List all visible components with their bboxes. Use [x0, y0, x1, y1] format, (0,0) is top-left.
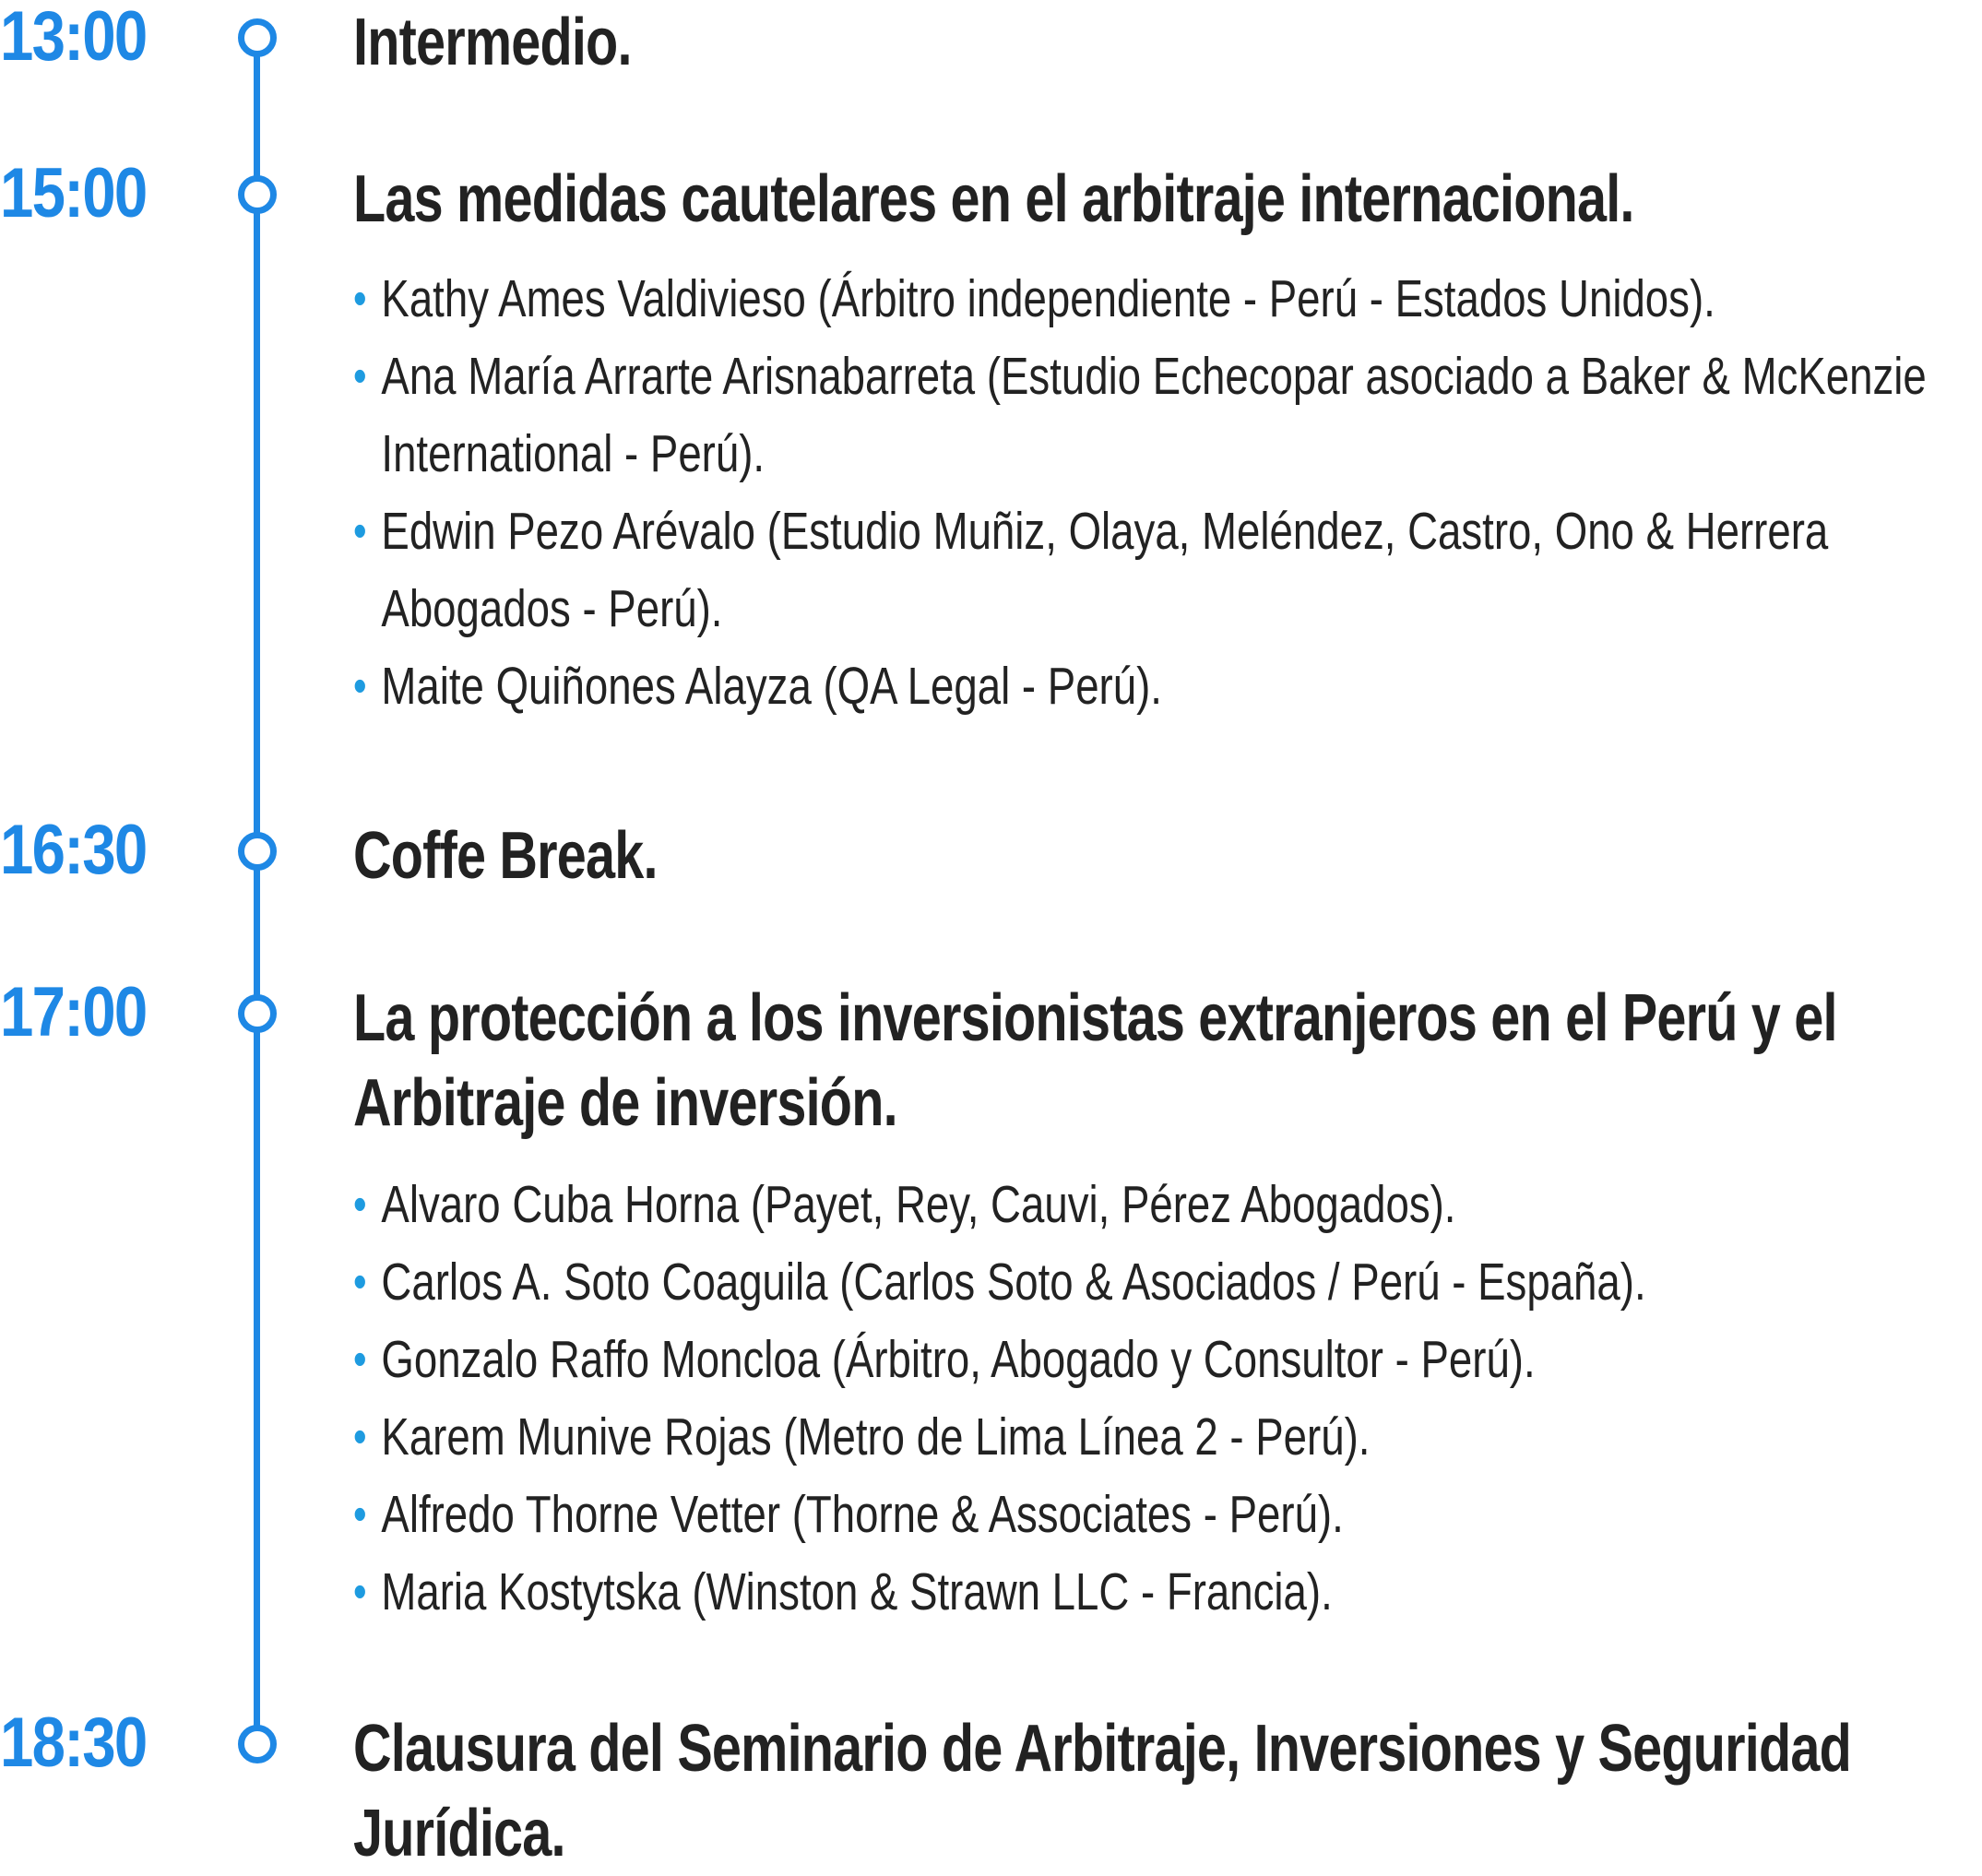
entry-time: 15:00 [0, 154, 147, 232]
timeline-line [254, 28, 260, 1741]
entry-time: 18:30 [0, 1704, 147, 1782]
timeline-dot-icon [238, 832, 277, 871]
entry-time: 13:00 [0, 0, 147, 76]
speaker-item: • Maite Quiñones Alayza (QA Legal - Perú). [353, 647, 1945, 725]
timeline-dot-icon [238, 18, 277, 57]
speaker-list [353, 1166, 1982, 1631]
speaker-item: • Kathy Ames Valdivieso (Árbitro independiente - Perú - Estados Unidos). [353, 260, 1945, 338]
entry-title: La protección a los inversionistas extranjeros en el Perú y el Arbitraje de inversión. [353, 981, 1837, 1140]
entry-title: Las medidas cautelares en el arbitraje internacional. [353, 162, 1634, 236]
timeline-dot-icon [238, 175, 277, 214]
timeline-dot-icon [238, 1725, 277, 1763]
speaker-item: • Alfredo Thorne Vetter (Thorne & Associates - Perú). [353, 1476, 1945, 1553]
timeline-dot-icon [238, 994, 277, 1033]
speaker-item: • Maria Kostytska (Winston & Strawn LLC - Francia). [353, 1553, 1945, 1631]
entry-title: Clausura del Seminario de Arbitraje, Inversiones y Seguridad Jurídica. [353, 1712, 1852, 1870]
entry-time: 16:30 [0, 811, 147, 889]
speaker-item: • Edwin Pezo Arévalo (Estudio Muñiz, Olaya, Meléndez, Castro, Ono & Herrera Abogados - Perú). [353, 493, 1945, 647]
speaker-item: • Ana María Arrarte Arisnabarreta (Estudio Echecopar asociado a Baker & McKenzie International - Perú). [353, 338, 1945, 493]
speaker-list [353, 260, 1982, 725]
speaker-item: • Gonzalo Raffo Moncloa (Árbitro, Abogado y Consultor - Perú). [353, 1321, 1945, 1398]
entry-title: Intermedio. [353, 6, 632, 79]
speaker-item: • Alvaro Cuba Horna (Payet, Rey, Cauvi, Pérez Abogados). [353, 1166, 1945, 1243]
entry-time: 17:00 [0, 973, 147, 1051]
speaker-item: • Carlos A. Soto Coaguila (Carlos Soto & Asociados / Perú - España). [353, 1243, 1945, 1321]
speaker-item: • Karem Munive Rojas (Metro de Lima Línea 2 - Perú). [353, 1398, 1945, 1476]
entry-title: Coffe Break. [353, 819, 658, 893]
